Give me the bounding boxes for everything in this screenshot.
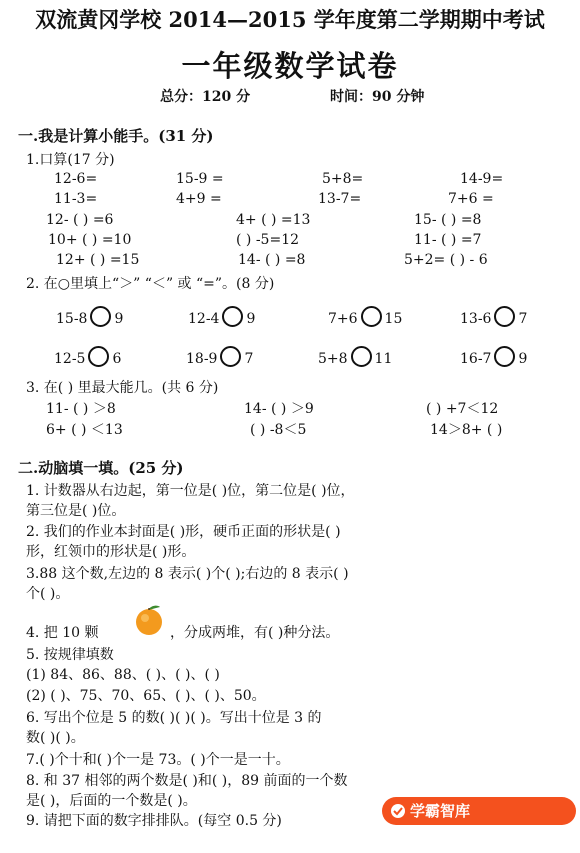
compare-circle[interactable] <box>494 306 515 327</box>
compare-right: 7 <box>518 311 528 327</box>
calc-item: 15- ( ) =8 <box>414 212 482 228</box>
question-line: 8. 和 37 相邻的两个数是( )和( )，89 前面的一个数 <box>26 773 348 789</box>
compare-item <box>188 306 255 327</box>
compare-right: 9 <box>246 311 256 327</box>
question-line: 1. 计数器从右边起，第一位是( )位，第二位是( )位， <box>26 483 355 499</box>
fill-item: 6+ ( ) ＜13 <box>46 422 123 438</box>
section-2-heading: 二.动脑填一填。(25 分) <box>18 459 184 477</box>
compare-circle[interactable] <box>361 306 382 327</box>
fill-item: 14- ( ) ＞9 <box>244 401 314 417</box>
compare-left: 12-4 <box>188 311 220 327</box>
compare-item <box>186 346 253 367</box>
fill-item: 11- ( ) ＞8 <box>46 401 116 417</box>
calc-item: 11-3= <box>54 191 98 207</box>
calc-item: 5+2= ( ) - 6 <box>404 252 488 268</box>
exam-school-title: 双流黄冈学校 2014—2015 学年度第二学期期中考试 <box>35 7 545 32</box>
question-line: 3.88 这个数,左边的 8 表示( )个( );右边的 8 表示( ) <box>26 566 349 582</box>
orange-icon <box>132 604 166 636</box>
fill-item: ( ) -8＜5 <box>250 422 307 438</box>
calc-item: 12- ( ) =6 <box>46 212 114 228</box>
fill-item: 14＞8+ ( ) <box>430 422 503 438</box>
brand-logo-icon <box>390 803 406 819</box>
question-line: 9. 请把下面的数字排排队。(每空 0.5 分) <box>26 813 282 829</box>
calc-item: 7+6 = <box>448 191 494 207</box>
question-line: 是( )，后面的一个数是( )。 <box>26 793 197 809</box>
calc-item: 13-7= <box>318 191 362 207</box>
q4-suffix: ，分成两堆，有( )种分法。 <box>170 625 340 641</box>
compare-right: 15 <box>384 311 403 327</box>
question-line: 个( )。 <box>26 586 70 602</box>
calc-item: 5+8= <box>322 171 364 187</box>
question-line: 7.( )个十和( )个一是 73。( )个一是一十。 <box>26 752 290 768</box>
calc-item: 4+ ( ) =13 <box>236 212 311 228</box>
question-line: 数( )( )。 <box>26 730 85 746</box>
compare-left: 12-5 <box>54 351 86 367</box>
q2-label: 2. 在○里填上“＞” “＜” 或 “=”。(8 分) <box>26 276 275 292</box>
compare-item <box>318 346 392 367</box>
question-line: 第三位是( )位。 <box>26 503 126 519</box>
calc-item: ( ) -5=12 <box>236 232 300 248</box>
q4-prefix: 4. 把 10 颗 <box>26 625 99 641</box>
compare-right: 9 <box>114 311 124 327</box>
compare-right: 11 <box>374 351 393 367</box>
compare-item <box>460 346 527 367</box>
compare-item <box>460 306 527 327</box>
compare-right: 7 <box>244 351 254 367</box>
fill-item: ( ) +7＜12 <box>426 401 499 417</box>
compare-circle[interactable] <box>222 306 243 327</box>
question-line: (2) ( )、75、70、65、( )、( )、50。 <box>26 688 266 704</box>
exam-paper-title: 一年级数学试卷 <box>181 49 399 83</box>
question-line: 2. 我们的作业本封面是( )形，硬币正面的形状是( ) <box>26 524 341 540</box>
question-line: (1) 84、86、88、( )、( )、( ) <box>26 667 220 683</box>
compare-left: 13-6 <box>460 311 492 327</box>
watermark-brand: 学霸智库 <box>410 802 471 820</box>
compare-circle[interactable] <box>90 306 111 327</box>
calc-item: 4+9 = <box>176 191 222 207</box>
compare-left: 18-9 <box>186 351 218 367</box>
compare-item <box>328 306 402 327</box>
calc-item: 14- ( ) =8 <box>238 252 306 268</box>
q3-label: 3. 在( ) 里最大能几。(共 6 分) <box>26 380 219 396</box>
compare-item <box>56 306 123 327</box>
calc-item: 11- ( ) =7 <box>414 232 482 248</box>
section-1-heading: 一.我是计算小能手。(31 分) <box>18 127 214 145</box>
watermark-badge[interactable] <box>382 797 576 848</box>
calc-item: 12-6= <box>54 171 98 187</box>
compare-circle[interactable] <box>88 346 109 367</box>
question-line: 5. 按规律填数 <box>26 647 114 663</box>
calc-item: 10+ ( ) =10 <box>48 232 132 248</box>
question-line: 形，红领巾的形状是( )形。 <box>26 544 196 560</box>
compare-right: 6 <box>112 351 122 367</box>
watermark-site: zhiku66.com <box>388 830 495 848</box>
compare-left: 15-8 <box>56 311 88 327</box>
compare-right: 9 <box>518 351 528 367</box>
q1-label: 1.口算(17 分) <box>26 152 115 168</box>
exam-time: 时间：90 分钟 <box>330 89 425 105</box>
compare-circle[interactable] <box>351 346 372 367</box>
compare-left: 7+6 <box>328 311 358 327</box>
question-line: 6. 写出个位是 5 的数( )( )( )。写出十位是 3 的 <box>26 710 322 726</box>
calc-item: 14-9= <box>460 171 504 187</box>
compare-left: 16-7 <box>460 351 492 367</box>
compare-circle[interactable] <box>220 346 241 367</box>
compare-item <box>54 346 121 367</box>
total-score: 总分：120 分 <box>160 89 251 105</box>
compare-circle[interactable] <box>494 346 515 367</box>
compare-left: 5+8 <box>318 351 348 367</box>
calc-item: 15-9 = <box>176 171 224 187</box>
calc-item: 12+ ( ) =15 <box>56 252 140 268</box>
